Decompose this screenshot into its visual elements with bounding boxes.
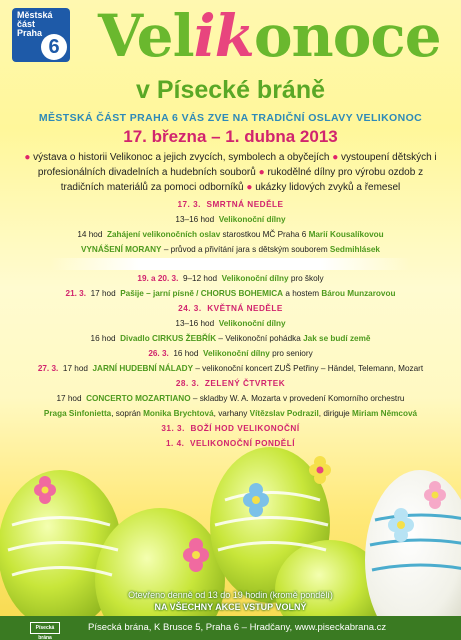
page-title xyxy=(98,0,441,72)
day-header: 28. 3. ZELENÝ ČTVRTEK xyxy=(175,379,286,388)
program-line: VYNÁŠENÍ MORANY – průvod a přivítání jara s dětským souborem Sedmihlásek xyxy=(81,245,380,254)
description xyxy=(20,150,441,195)
title-part-1: Vel xyxy=(98,2,194,70)
day-header: 17. 3. SMRTNÁ NEDĚLE xyxy=(177,200,284,209)
program-line: Praga Sinfonietta, soprán Monika Brychtová, varhany Vítězslav Podrazil, diriguje Miriam Němcová xyxy=(43,409,418,418)
event-dates: 17. března – 1. dubna 2013 xyxy=(123,127,338,146)
logo-text: Městská část Praha xyxy=(17,10,53,38)
program-line: 27. 3. 17 hod JARNÍ HUDEBNÍ NÁLADY – velikonoční koncert ZUŠ Petřiny – Händel, Telemann, Mozart xyxy=(37,364,424,373)
title-part-2: ik xyxy=(193,2,254,70)
program-line: 13–16 hod Velikonoční dílny xyxy=(175,319,286,328)
program-line: 14 hod Zahájení velikonočních oslav starostkou MČ Praha 6 Marií Kousalíkovou xyxy=(77,230,384,239)
description-item: výstava o historii Velikonoc a jejich zvycích, symbolech a obyčejích xyxy=(33,152,330,163)
praha6-logo xyxy=(12,8,70,62)
opening-info xyxy=(0,589,461,613)
bullet-icon: ● xyxy=(258,167,265,178)
piseckabrana-logo: Písecká brána xyxy=(30,622,60,634)
program-line: 21. 3. 17 hod Pašije – jarní písně / CHORUS BOHEMICA a hostem Bárou Munzarovou xyxy=(65,289,396,298)
logo-number: 6 xyxy=(41,34,67,60)
bullet-icon: ● xyxy=(24,152,31,163)
address: Písecká brána, K Brusce 5, Praha 6 – Hradčany, www.piseckabrana.cz xyxy=(88,622,387,633)
bullet-icon: ● xyxy=(246,182,253,193)
program-line: 19. a 20. 3. 9–12 hod Velikonoční dílny pro školy xyxy=(137,274,324,283)
footer-bar xyxy=(0,616,461,640)
description-item: ukázky lidových zvyků a řemesel xyxy=(255,182,401,193)
invitation-line: MĚSTSKÁ ČÁST PRAHA 6 VÁS ZVE NA TRADIČNÍ OSLAVY VELIKONOC xyxy=(38,112,423,124)
divider xyxy=(50,258,411,270)
bullet-icon: ● xyxy=(332,152,339,163)
description-item: vystoupení dětských i profesionálních divadelních a hudebních souborů xyxy=(37,152,437,178)
program-line: 26. 3. 16 hod Velikonoční dílny pro seniory xyxy=(148,349,313,358)
program xyxy=(0,197,461,451)
title-part-3: onoce xyxy=(253,2,441,70)
day-header: 31. 3. BOŽÍ HOD VELIKONOČNÍ xyxy=(161,424,300,433)
day-header: 1. 4. VELIKONOČNÍ PONDĚLÍ xyxy=(165,439,296,448)
program-line: 16 hod Divadlo CIRKUS ŽEBŘÍK – Velikonoční pohádka Jak se budí země xyxy=(90,334,371,343)
free-entry: NA VŠECHNY AKCE VSTUP VOLNÝ xyxy=(154,602,307,612)
opening-hours: Otevřeno denně od 13 do 19 hodin (kromě pondělí) xyxy=(128,590,333,600)
day-header: 24. 3. KVĚTNÁ NEDĚLE xyxy=(178,304,283,313)
subtitle: v Písecké bráně xyxy=(135,76,325,104)
description-item: rukodělné dílny pro výrobu ozdob z tradičních materiálů za pomoci odborníků xyxy=(60,167,424,193)
program-line: 17 hod CONCERTO MOZARTIANO – skladby W. A. Mozarta v provedení Komorního orchestru xyxy=(56,394,405,403)
program-line: 13–16 hod Velikonoční dílny xyxy=(175,215,286,224)
